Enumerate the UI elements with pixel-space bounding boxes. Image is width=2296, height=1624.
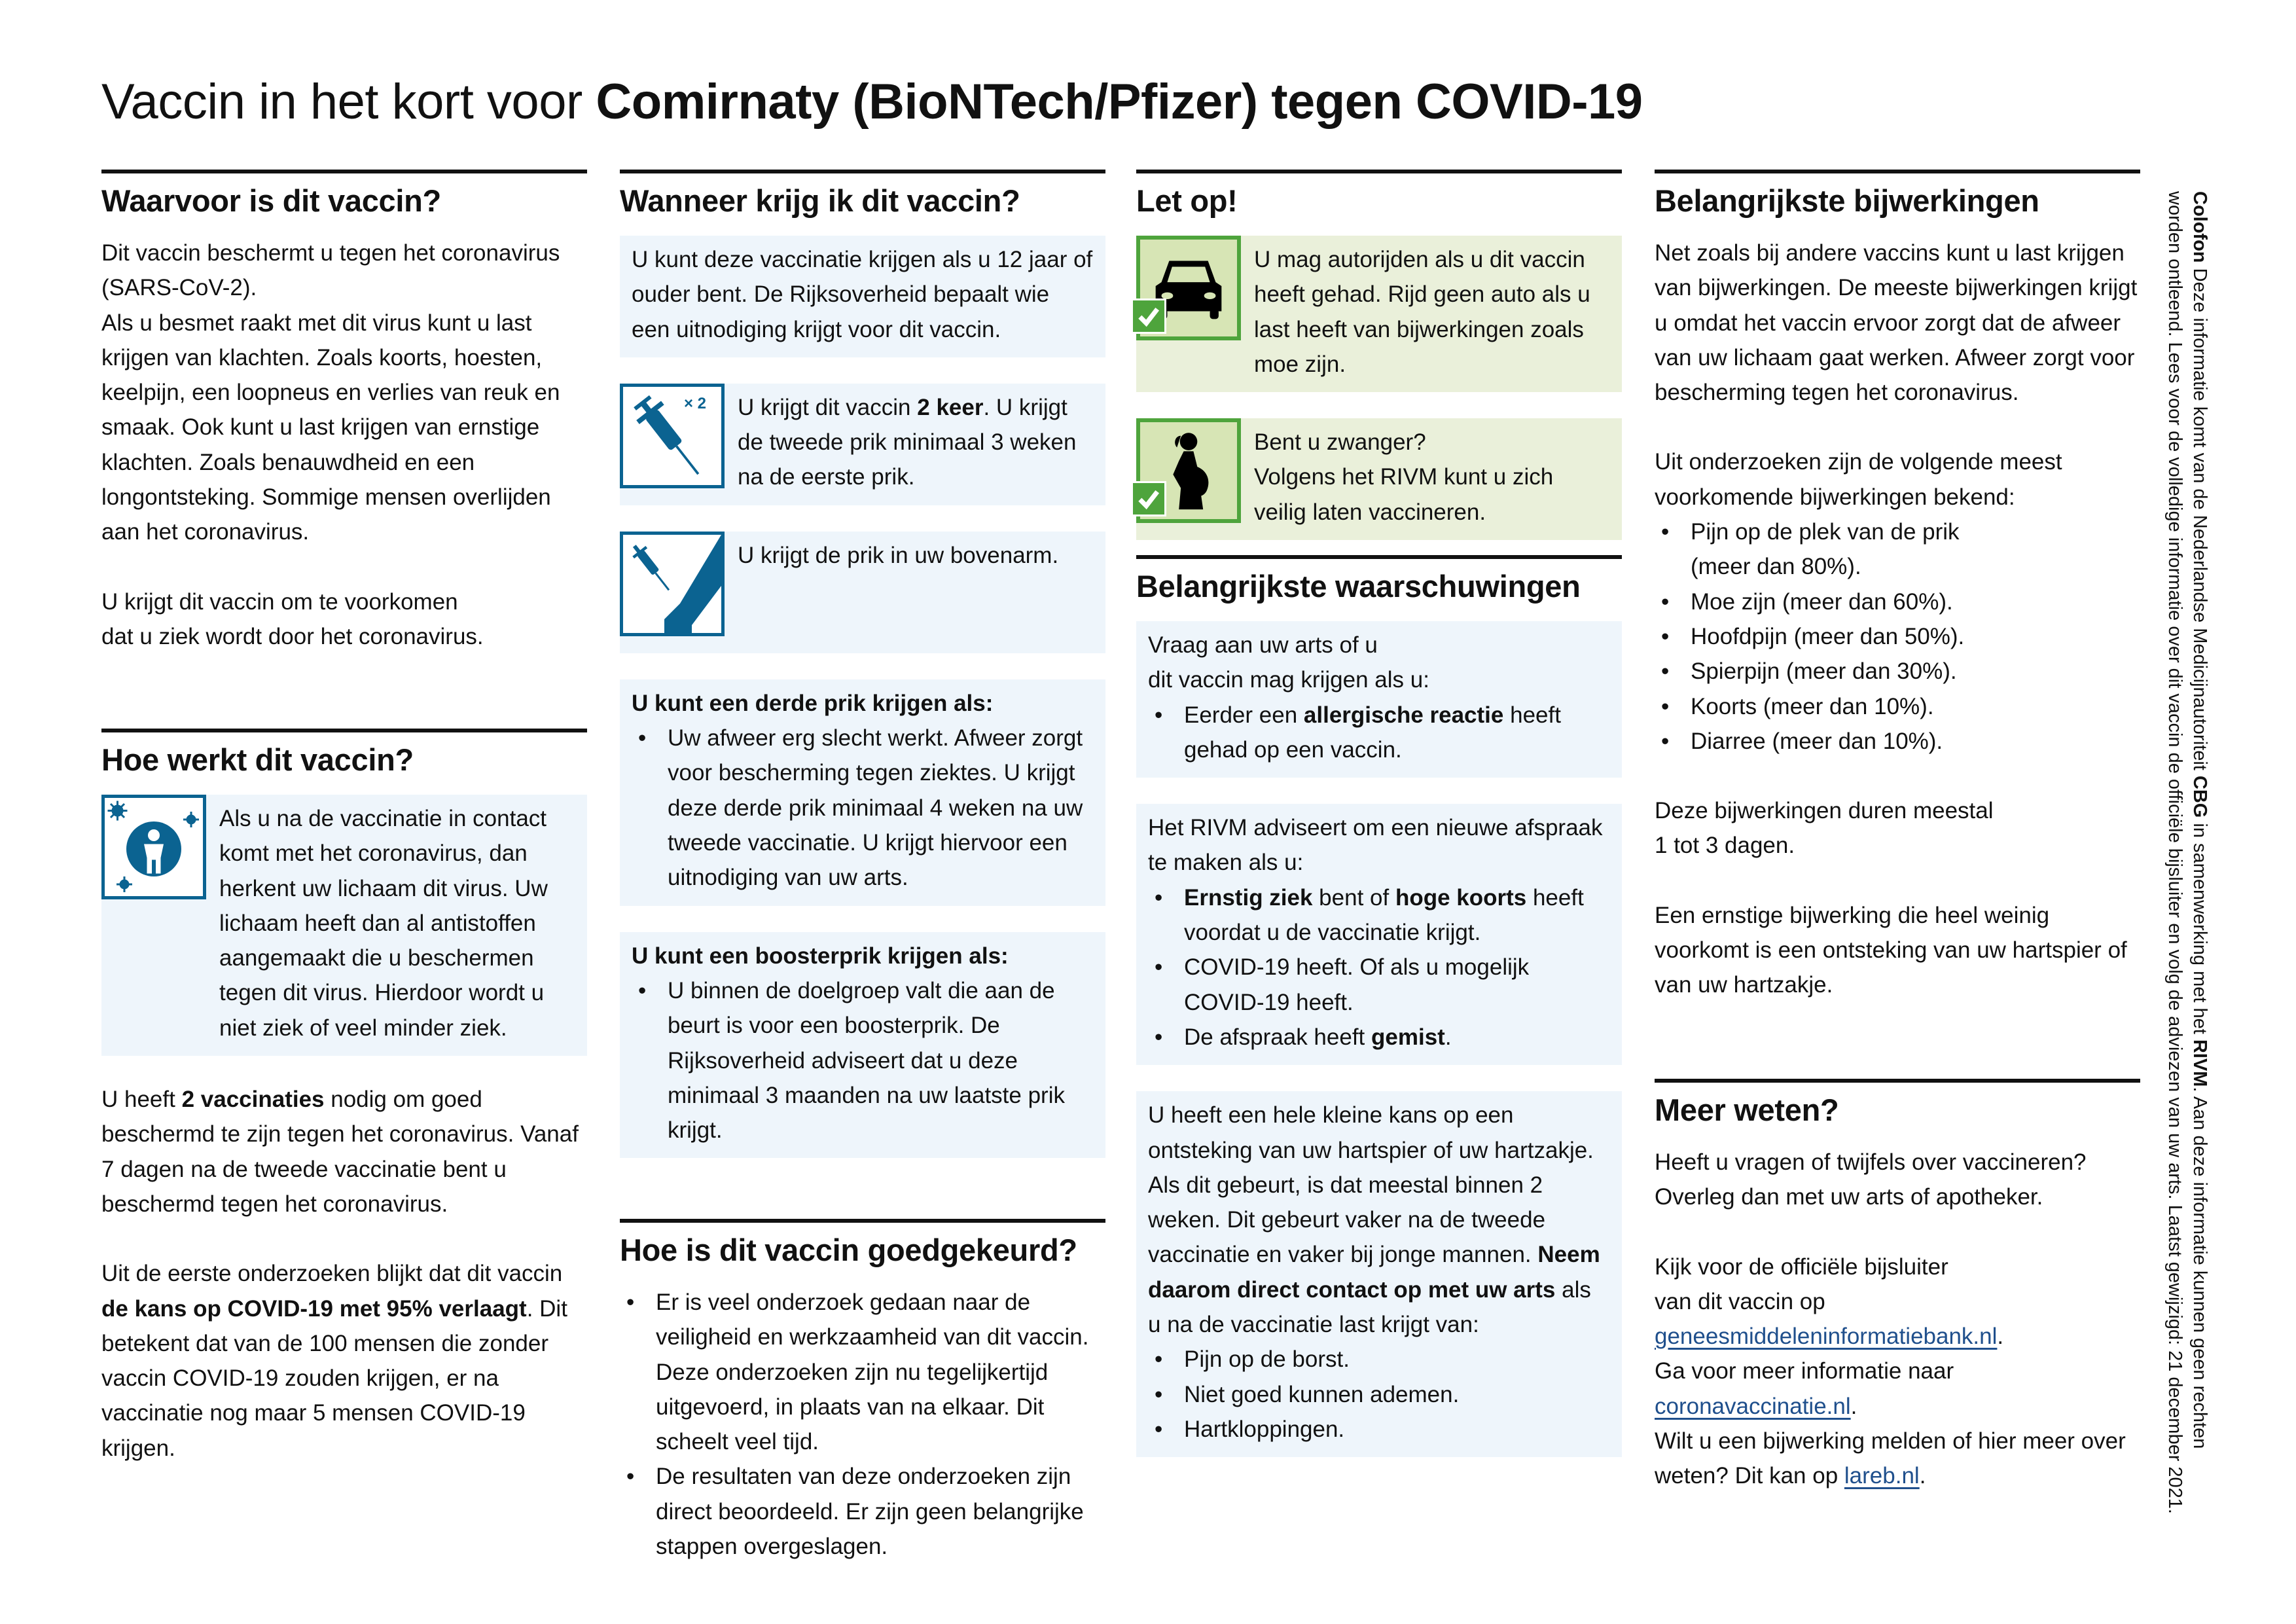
list-item — [620, 1285, 1105, 1459]
bullet-list — [1148, 1342, 1610, 1447]
box-text — [219, 801, 575, 1045]
bullet-list — [620, 1285, 1105, 1564]
text: Bent u zwanger? Volgens het RIVM kunt u zich veilig laten vaccineren. — [1254, 429, 1554, 525]
info-box — [1136, 621, 1622, 778]
paragraph — [1655, 1250, 2140, 1494]
bullet-list — [1148, 698, 1610, 768]
section-heading: Hoe werkt dit vaccin? — [101, 742, 414, 777]
title-bold: Comirnaty (BioNTech/Pfizer) tegen COVID-19 — [596, 74, 1643, 130]
list-item — [1148, 1342, 1610, 1377]
bullet-list — [1655, 514, 2140, 759]
text: Niet goed kunnen ademen. — [1184, 1381, 1460, 1407]
text: De afspraak heeft — [1184, 1024, 1371, 1050]
bullet-list — [1148, 880, 1610, 1055]
paragraph — [101, 236, 587, 550]
text: . U krijgt de tweede prik minimaal 3 weken na de eerste prik. — [738, 394, 1077, 490]
paragraph-text — [1655, 898, 2140, 1003]
text: Hoofdpijn (meer dan 50%). — [1691, 623, 1965, 649]
info-box — [620, 384, 1105, 505]
text: Vraag aan uw arts of u dit vaccin mag krijgen als u: — [1148, 632, 1429, 693]
list-item — [1655, 585, 2140, 619]
bold-text: Ernstig ziek — [1184, 884, 1313, 911]
box-text — [1148, 1098, 1610, 1342]
upper-arm-syringe-icon — [620, 532, 725, 636]
list-item — [1148, 1412, 1610, 1447]
text: U krijgt dit vaccin om te voorkomen dat u ziek wordt door het coronavirus. — [101, 588, 484, 649]
section-heading: Let op! — [1136, 183, 1238, 218]
text: Deze informatie komt van de Nederlandse Medicijnautoriteit — [2189, 262, 2210, 776]
section-heading: Belangrijkste bijwerkingen — [1655, 183, 2039, 218]
text: nodig om goed beschermd te zijn tegen het coronavirus. Vanaf 7 dagen na de tweede vaccinatie bent u beschermd tegen het coronavirus. — [101, 1087, 579, 1217]
section-heading: Belangrijkste waarschuwingen — [1136, 569, 1581, 604]
text: Heeft u vragen of twijfels over vaccineren? Overleg dan met uw arts of apotheker. — [1655, 1149, 2087, 1210]
list-item — [1148, 698, 1610, 768]
info-box — [620, 932, 1105, 1159]
paragraph-text — [1655, 1250, 2140, 1494]
text: heeft gehad op een vaccin. — [1184, 702, 1561, 763]
text: U krijgt de prik in uw bovenarm. — [738, 542, 1059, 568]
virus-person-icon — [101, 795, 206, 899]
text: Eerder een — [1184, 702, 1304, 728]
box-title: U kunt een boosterprik krijgen als: — [632, 943, 1009, 969]
info-box — [620, 532, 1105, 653]
text: U krijgt dit vaccin — [738, 394, 918, 420]
section — [101, 170, 587, 689]
text: U heeft — [101, 1087, 182, 1113]
info-box — [1136, 418, 1622, 540]
text: Uit de eerste onderzoeken blijkt dat dit vaccin — [101, 1261, 563, 1287]
bold-text: hoge koorts — [1395, 884, 1527, 911]
text: U binnen de doelgroep valt die aan de beurt is voor een boosterprik. De Rijksoverheid adviseert dat u deze minimaal 3 maanden na uw laatste prik krijgt. — [668, 977, 1065, 1144]
list-item — [632, 721, 1094, 895]
text: Uit onderzoeken zijn de volgende meest voorkomende bijwerkingen bekend: — [1655, 449, 2062, 510]
text: Een ernstige bijwerking die heel weinig voorkomt is een ontsteking van uw hartspier of van uw hartzakje. — [1655, 902, 2127, 998]
text: Dit vaccin beschermt u tegen het coronavirus (SARS-CoV-2). Als u besmet raakt met dit virus kunt u last krijgen van klachten. Zoals koorts, hoesten, keelpijn, een loopneus en verlies van reuk en smaak. Ook kunt u last krijgen van ernstige klachten. Zoals benauwdheid en een longontsteking. Sommige mensen overlijden aan het coronavirus. — [101, 240, 560, 545]
section — [620, 170, 1105, 1184]
paragraph — [101, 585, 587, 655]
checkmark-icon — [1131, 481, 1166, 516]
box-text — [738, 390, 1094, 495]
paragraph-text — [101, 1082, 587, 1221]
info-box — [101, 795, 587, 1056]
text: U mag autorijden als u dit vaccin heeft gehad. Rijd geen auto als u last heeft van bijwerkingen zoals moe zijn. — [1254, 247, 1590, 377]
paragraph-text — [1655, 793, 2140, 863]
box-title: U kunt een derde prik krijgen als: — [632, 690, 994, 716]
link[interactable]: coronavaccinatie.nl — [1655, 1393, 1851, 1419]
text: Pijn op de borst. — [1184, 1346, 1350, 1373]
list-item — [1148, 1377, 1610, 1412]
list-item — [1655, 514, 2140, 585]
checkmark-icon — [1131, 298, 1166, 334]
section-heading: Meer weten? — [1655, 1092, 1839, 1127]
text: Er is veel onderzoek gedaan naar de veiligheid en werkzaamheid van dit vaccin. Deze onderzoeken zijn nu tegelijkertijd uitgevoerd, in plaats van na elkaar. Dit scheelt veel tijd. — [656, 1290, 1089, 1455]
section-heading: Wanneer krijg ik dit vaccin? — [620, 183, 1020, 218]
text: bent of — [1312, 884, 1395, 911]
section — [1655, 170, 2140, 1038]
text: Als u na de vaccinatie in contact komt met het coronavirus, dan herkent uw lichaam dit virus. Uw lichaam heeft dan al antistoffen aangemaakt die u beschermen tegen dit virus. Hierdoor wordt u niet ziek of veel minder ziek. — [219, 806, 548, 1041]
paragraph — [1655, 444, 2140, 759]
section — [1136, 170, 1622, 566]
bold-text: 2 vaccinaties — [181, 1087, 325, 1113]
text: . — [1919, 1463, 1926, 1489]
text: De resultaten van deze onderzoeken zijn direct beoordeeld. Er zijn geen belangrijke stappen overgeslagen. — [656, 1464, 1084, 1560]
bold-text: RIVM — [2189, 1039, 2210, 1087]
section — [620, 1219, 1105, 1598]
text: Het RIVM adviseert om een nieuwe afspraak te maken als u: — [1148, 815, 1603, 876]
text: . Ga voor meer informatie naar — [1655, 1324, 2004, 1384]
link[interactable]: lareb.nl — [1844, 1463, 1920, 1489]
box-text — [1254, 242, 1610, 382]
box-text — [1148, 810, 1610, 880]
text: Moe zijn (meer dan 60%). — [1691, 588, 1953, 615]
text: Diarree (meer dan 10%). — [1691, 728, 1943, 754]
paragraph — [1655, 1145, 2140, 1215]
section-heading: Hoe is dit vaccin goedgekeurd? — [620, 1233, 1077, 1267]
paragraph — [1655, 898, 2140, 1003]
title-normal: Vaccin in het kort voor — [101, 74, 596, 130]
text: Deze bijwerkingen duren meestal 1 tot 3 dagen. — [1655, 798, 1994, 859]
bold-text: Colofon — [2189, 191, 2210, 263]
box-text — [1148, 628, 1610, 698]
list-item — [1655, 654, 2140, 689]
paragraph-text — [1655, 236, 2140, 410]
paragraph — [101, 1082, 587, 1221]
text: Uw afweer erg slecht werkt. Afweer zorgt voor bescherming tegen ziektes. U krijgt deze derde prik minimaal 4 weken na uw tweede vaccinatie. U krijgt hiervoor een uitnodiging van uw arts. — [668, 725, 1083, 891]
text: heeft voordat u de vaccinatie krijgt. — [1184, 884, 1584, 946]
bold-text: de kans op COVID-19 met 95% verlaagt — [101, 1295, 527, 1322]
bullet-block — [620, 1285, 1105, 1564]
svg-text:× 2: × 2 — [684, 394, 707, 412]
text: . — [1444, 1024, 1452, 1050]
list-item — [1148, 880, 1610, 950]
bold-text: 2 keer — [917, 394, 984, 420]
paragraph — [101, 1256, 587, 1466]
info-box — [620, 236, 1105, 357]
text: Koorts (meer dan 10%). — [1691, 693, 1934, 719]
bold-text: gemist — [1371, 1024, 1445, 1050]
text: in samenwerking met het — [2189, 818, 2210, 1039]
paragraph-text — [1655, 1145, 2140, 1215]
text: Net zoals bij andere vaccins kunt u last krijgen van bijwerkingen. De meeste bijwerkingen krijgt u omdat het vaccin ervoor zorgt dat de afweer van uw lichaam gaat werken. Afweer zorgt voor bescherming tegen het coronavirus. — [1655, 240, 2138, 406]
paragraph-text — [101, 585, 587, 655]
text: Pijn op de plek van de prik (meer dan 80%). — [1691, 519, 1960, 580]
text: . Wilt u een bijwerking melden of hier meer over weten? Dit kan op — [1655, 1393, 2126, 1489]
text: . Aan deze informatie kunnen geen rechten worden ontleend. Lees voor de volledige informatie over dit vaccin de officiële bijsluiter en volg de adviezen van uw arts. Laatst gewijzigd: 21 december 2021. — [2164, 191, 2210, 1514]
section-heading: Waarvoor is dit vaccin? — [101, 183, 441, 218]
list-item — [632, 973, 1094, 1147]
bold-text: CBG — [2189, 775, 2210, 818]
syringe-x2-icon — [620, 384, 725, 488]
paragraph-text — [101, 1256, 587, 1466]
list-item — [1655, 689, 2140, 724]
info-box — [620, 679, 1105, 906]
paragraph — [1655, 236, 2140, 410]
text: U kunt deze vaccinatie krijgen als u 12 jaar of ouder bent. De Rijksoverheid bepaalt wie een uitnodiging krijgt voor dit vaccin. — [632, 247, 1093, 342]
section — [1136, 555, 1622, 1483]
paragraph — [1655, 793, 2140, 863]
box-text — [632, 242, 1094, 347]
info-box — [1136, 1091, 1622, 1457]
page-title — [101, 73, 1643, 130]
section — [101, 729, 587, 1500]
list-item — [1655, 724, 2140, 759]
bullet-list — [632, 721, 1094, 895]
list-item — [1148, 1020, 1610, 1055]
paragraph-text — [1655, 444, 2140, 514]
colofon — [2162, 191, 2212, 1540]
text: als u na de vaccinatie last krijgt van: — [1148, 1276, 1591, 1338]
bold-text: Neem daarom direct contact op met uw arts — [1148, 1242, 1600, 1303]
list-item — [1148, 950, 1610, 1020]
section — [1655, 1079, 2140, 1528]
box-text — [738, 538, 1094, 573]
box-text — [1254, 425, 1610, 530]
text: U heeft een hele kleine kans op een ontsteking van uw hartspier of uw hartzakje. Als dit gebeurt, is dat meestal binnen 2 weken. Dit gebeurt vaker na de tweede vaccinatie en vaker bij jonge mannen. — [1148, 1102, 1594, 1268]
bold-text: allergische reactie — [1303, 702, 1504, 728]
info-box — [1136, 804, 1622, 1065]
text: . Dit betekent dat van de 100 mensen die zonder vaccin COVID-19 zouden krijgen, er na vaccinatie nog maar 5 mensen COVID-19 krijgen. — [101, 1295, 567, 1461]
text: Hartkloppingen. — [1184, 1416, 1345, 1442]
text: COVID-19 heeft. Of als u mogelijk COVID-19 heeft. — [1184, 954, 1530, 1015]
bullet-list — [632, 973, 1094, 1147]
text: Kijk voor de officiële bijsluiter van dit vaccin op — [1655, 1254, 1948, 1314]
link[interactable]: geneesmiddeleninformatiebank.nl — [1655, 1324, 1998, 1350]
info-box — [1136, 236, 1622, 392]
list-item — [620, 1459, 1105, 1564]
paragraph-text — [101, 236, 587, 550]
list-item — [1655, 619, 2140, 654]
text: Spierpijn (meer dan 30%). — [1691, 659, 1957, 685]
